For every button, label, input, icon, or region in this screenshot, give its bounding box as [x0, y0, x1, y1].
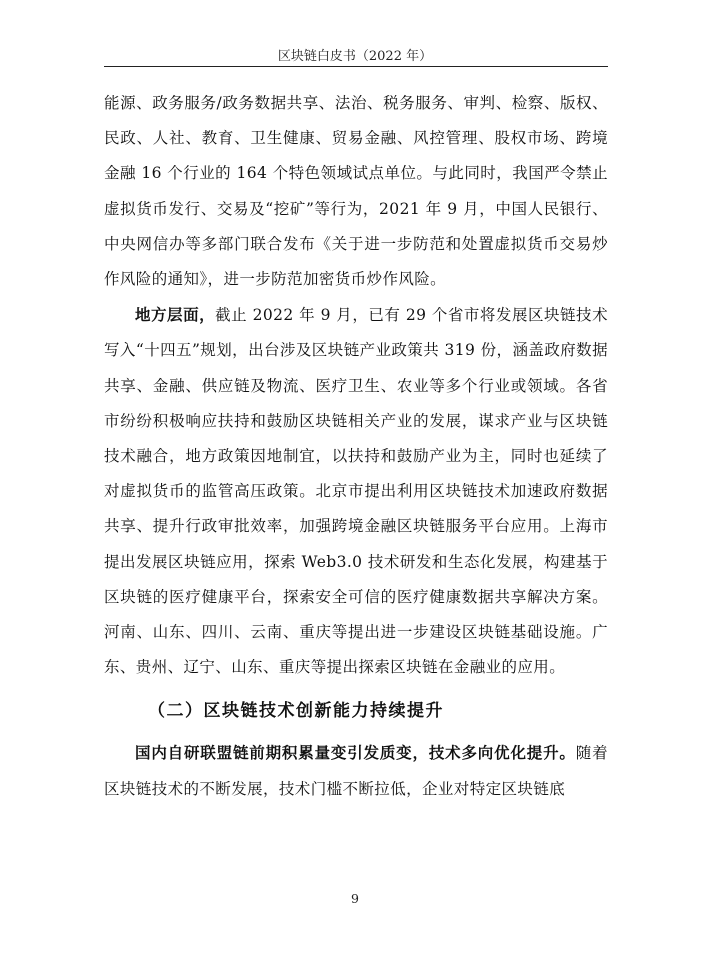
- paragraph-tech-innovation: [104, 735, 608, 806]
- paragraph-local-policy: [104, 297, 608, 685]
- paragraph-national-policy: 能源、政务服务/政务数据共享、法治、税务服务、审判、检察、版权、民政、人社、教育、卫生健康、贸易金融、风控管理、股权市场、跨境金融 16 个行业的 164 个特色领域试点单位。与此同时，我国严令禁止虚拟货币发行、交易及“挖矿”等行为，2021 年 9 月，中国人民银行、中央网信办等多部门联合发布《关于进一步防范和处置虚拟货币交易炒作风险的通知》，进一步防范加密货币炒作风险。: [104, 94, 608, 289]
- paragraph-lead-tech: 国内自研联盟链前期积累量变引发质变，技术多向优化提升。: [135, 743, 576, 763]
- section-heading: （二）区块链技术创新能力持续提升: [148, 701, 444, 722]
- paragraph-lead-local: 地方层面，: [135, 305, 216, 325]
- paragraph-tech-text: 随着区块链技术的不断发展，技术门槛不断拉低，企业对特定区块链底: [104, 744, 608, 798]
- page-number: 9: [351, 891, 359, 906]
- header-rule: [104, 66, 608, 67]
- running-header: 区块链白皮书（2022 年）: [277, 49, 433, 64]
- paragraph-local-text: 截止 2022 年 9 月，已有 29 个省市将发展区块链技术写入“十四五”规划，出台涉及区块链产业政策共 319 份，涵盖政府数据共享、金融、供应链及物流、医疗卫生、农业等多个行业或领域。各省市纷纷积极响应扶持和鼓励区块链相关产业的发展，谋求产业与区块链技术融合，地方政策因地制宜，以扶持和鼓励产业为主，同时也延续了对虚拟货币的监管高压政策。北京市提出利用区块链技术加速政府数据共享、提升行政审批效率，加强跨境金融区块链服务平台应用。上海市提出发展区块链应用，探索 Web3.0 技术研发和生态化发展，构建基于区块链的医疗健康平台，探索安全可信的医疗健康数据共享解决方案。河南、山东、四川、云南、重庆等提出进一步建设区块链基础设施。广东、贵州、辽宁、山东、重庆等提出探索区块链在金融业的应用。: [104, 306, 608, 677]
- page-body: [104, 86, 608, 807]
